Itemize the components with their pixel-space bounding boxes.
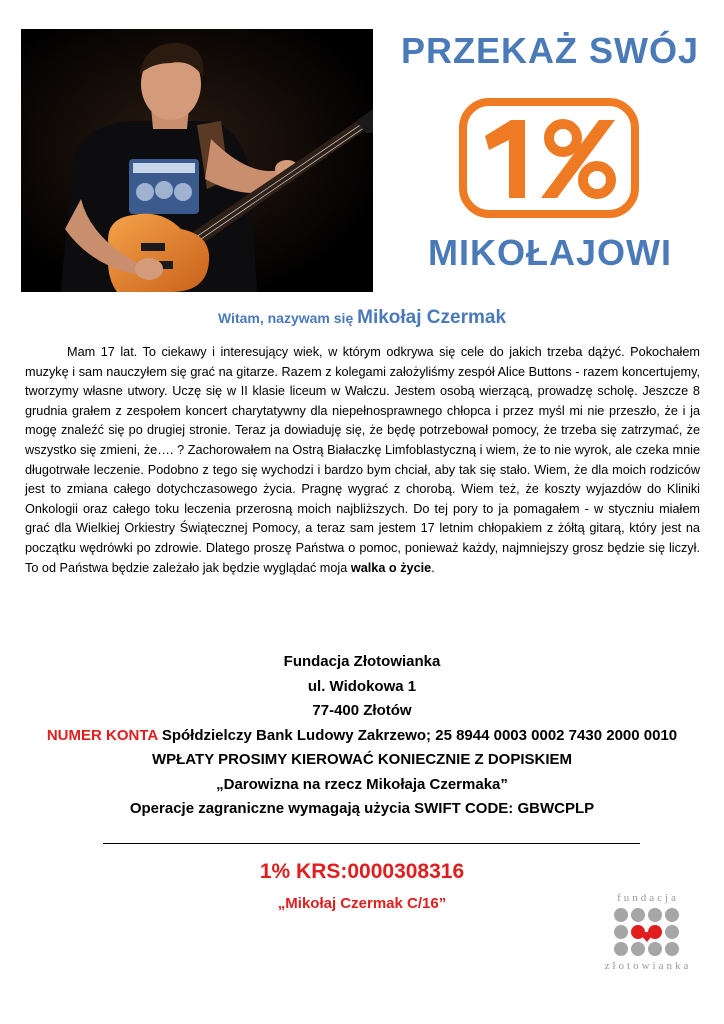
payment-note-quote: „Darowizna na rzecz Mikołaja Czermaka” <box>216 775 508 793</box>
logo-word-bottom: złotowianka <box>604 960 692 972</box>
foundation-info <box>0 650 724 822</box>
logo-word-top: fundacja <box>617 892 679 904</box>
foundation-name: Fundacja Złotowianka <box>283 653 441 670</box>
letter-paragraph <box>25 343 700 578</box>
foundation-logo <box>604 886 692 976</box>
krs-number: 1% KRS:0000308316 <box>259 860 465 883</box>
greeting <box>0 307 724 329</box>
headline-bottom: MIKOŁAJOWI <box>428 232 672 273</box>
one-percent-badge <box>459 98 639 218</box>
greeting-name: Mikołaj Czermak <box>357 307 507 328</box>
foundation-city: 77-400 Złotów <box>312 702 412 719</box>
letter-tail: . <box>431 560 435 575</box>
headline-top: PRZEKAŻ SWÓJ <box>400 30 699 71</box>
divider <box>103 843 640 844</box>
foundation-street: ul. Widokowa 1 <box>307 677 417 695</box>
payment-note: WPŁATY PROSIMY KIEROWAĆ KONIECZNIE Z DOPISKIEM <box>151 751 573 768</box>
account-details: Spółdzielczy Bank Ludowy Zakrzewo; 25 8944 0003 0002 7430 2000 0010 <box>157 726 678 744</box>
account-label: NUMER KONTA <box>46 726 158 744</box>
guitarist-photo <box>21 29 373 292</box>
guitarist-illustration <box>21 29 373 292</box>
greeting-prefix: Witam, nazywam się <box>217 310 358 326</box>
letter-body <box>25 343 700 578</box>
letter-text: Mam 17 lat. To ciekawy i interesujący wiek, w którym odkrywa się cele do jakich trzeba dążyć. Pokochałem muzykę i sam nauczyłem się grać na gitarze. Razem z kolegami założyliśmy zespół Alice Buttons - razem koncertujemy, tworzymy własne utwory. Uczę się w II klasie liceum w Wałczu. Jestem osobą wierzącą, prowadzę scholę. Jeszcze 8 grudnia grałem z zespołem koncert charytatywny dla niepełnosprawnego chłopca i przez myśl mi nie przeszło, że i ja mogę znaleźć się po drugiej stronie. Teraz ja dowiaduję się, że będę potrzebował pomocy, że trzeba się zatrzymać, że wszystko się zmieni, że…. ? Zachorowałem na Ostrą Białaczkę Limfoblastyczną i wiem, że to nie wyrok, ale czeka mnie długotrwałe leczenie. Podobno z tego się wychodzi i bardzo bym chciał, aby tak się stało. Wiem, że dla moich rodziców jest to zmiana całego dotychczasowego życia. Pragnę wygrać z chorobą. Wiem też, że koszty wyjazdów do Kliniki Onkologii oraz całego toku leczenia przerosną moich najbliższych. Do tej pory to ja pomagałem - w styczniu miałem grać dla Wielkiej Orkiestry Świątecznej Pomocy, a teraz sam jestem 17 letnim chłopakiem z żółtą gitarą, który jest na początku wędrówki po zdrowie. Dlatego proszę Państwa o pomoc, ponieważ każdy, najmniejszy grosz będzie się liczył. To od Państwa będzie zależało jak będzie wyglądać moja <box>25 345 700 575</box>
krs-note: „Mikołaj Czermak C/16” <box>277 895 447 912</box>
one-percent-icon <box>459 98 639 218</box>
swift-line: Operacje zagraniczne wymagają użycia SWIFT CODE: GBWCPLP <box>129 800 595 817</box>
account-line <box>0 724 724 749</box>
letter-emphasis: walka o życie <box>350 560 432 575</box>
